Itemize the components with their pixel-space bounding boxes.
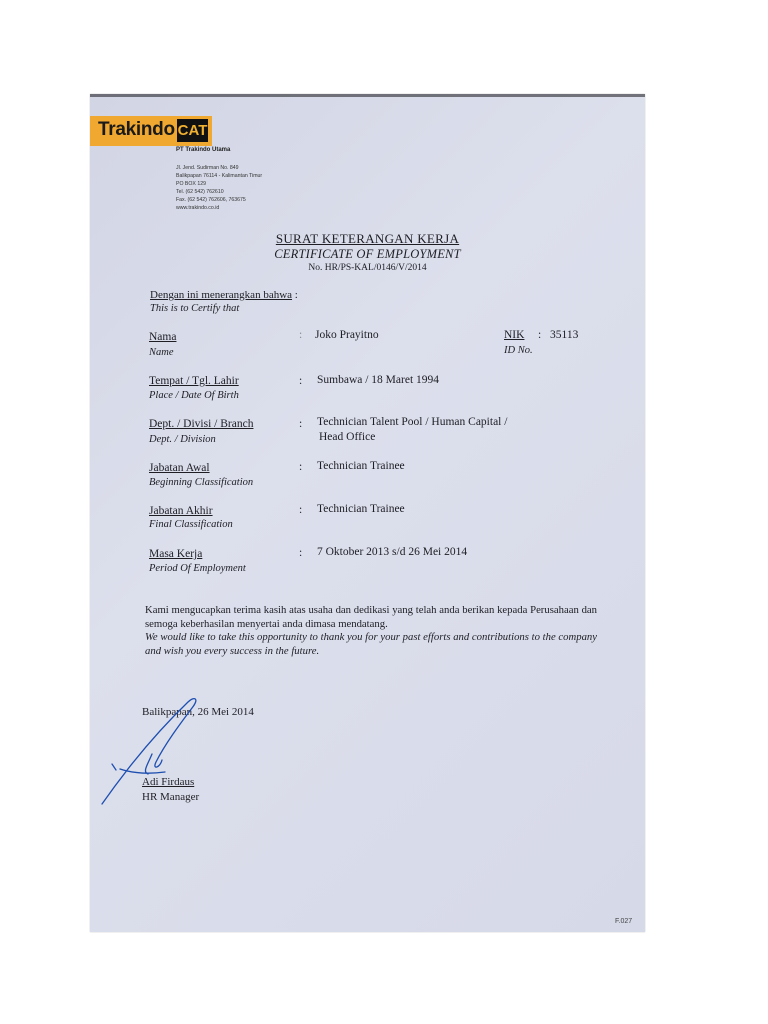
initial-position-label: Jabatan Awal [149, 462, 210, 474]
name-colon: : [299, 329, 303, 341]
dept-sub-label: Dept. / Division [149, 434, 216, 445]
name-sub-label: Name [149, 347, 174, 358]
initial-position-colon: : [299, 461, 303, 473]
intro-colon: : [292, 289, 298, 301]
final-position-label: Jabatan Akhir [149, 505, 213, 517]
dept-label: Dept. / Divisi / Branch [149, 418, 254, 430]
nik-sub-label: ID No. [504, 345, 533, 356]
intro-id [150, 289, 298, 301]
intro-id-text: Dengan ini menerangkan bahwa [150, 289, 293, 301]
initial-position-value: Technician Trainee [317, 460, 405, 472]
document-title-en: CERTIFICATE OF EMPLOYMENT [274, 247, 461, 261]
birth-label: Tempat / Tgl. Lahir [149, 375, 239, 387]
address-line: Jl. Jend. Sudirman No. 849 [176, 165, 239, 171]
closing-paragraph-en: We would like to take this opportunity to thank you for your past efforts and contributions to the company and wish you every success in the future. [145, 631, 597, 657]
nik-label: NIK [504, 329, 525, 341]
address-line: PO BOX 129 [176, 181, 206, 187]
cat-badge-icon: CAT [177, 119, 208, 142]
initial-position-sub-label: Beginning Classification [149, 477, 254, 488]
period-sub-label: Period Of Employment [149, 563, 246, 574]
intro-en: This is to Certify that [150, 303, 240, 314]
period-label: Masa Kerja [149, 548, 203, 560]
birth-colon: : [299, 375, 303, 387]
nik-colon: : [538, 329, 542, 341]
final-position-colon: : [299, 504, 303, 516]
dept-value-line2: Head Office [319, 431, 376, 443]
address-line: www.trakindo.co.id [176, 205, 220, 211]
company-address [176, 164, 262, 212]
signatory-name: Adi Firdaus [142, 776, 195, 788]
company-name: PT Trakindo Utama [176, 147, 231, 153]
form-code: F.027 [615, 918, 633, 925]
dept-colon: : [299, 418, 303, 430]
signatory-title: HR Manager [142, 791, 200, 803]
address-line: Tel. (62 542) 762610 [176, 189, 224, 195]
address-line: Balikpapan 76114 - Kalimantan Timur [176, 173, 263, 179]
place-date: Balikpapan, 26 Mei 2014 [142, 706, 254, 718]
name-value: Joko Prayitno [315, 329, 379, 341]
company-logo [90, 116, 212, 146]
birth-value: Sumbawa / 18 Maret 1994 [317, 374, 440, 386]
period-colon: : [299, 547, 303, 559]
final-position-sub-label: Final Classification [149, 519, 233, 530]
period-value: 7 Oktober 2013 s/d 26 Mei 2014 [317, 546, 468, 558]
logo-text: Trakindo [98, 119, 175, 140]
closing-paragraph-id: Kami mengucapkan terima kasih atas usaha dan dedikasi yang telah anda berikan kepada Perusahaan dan semoga keberhasilan menyertai anda dimasa mendatang. [145, 604, 597, 630]
certificate-page [90, 94, 645, 932]
birth-sub-label: Place / Date Of Birth [149, 390, 239, 401]
document-title-id: SURAT KETERANGAN KERJA [275, 231, 460, 246]
document-number: No. HR/PS-KAL/0146/V/2014 [308, 263, 427, 273]
address-line: Fax. (62 542) 762606, 763675 [176, 197, 246, 203]
nik-value: 35113 [550, 329, 579, 341]
name-label: Nama [149, 331, 177, 343]
dept-value: Technician Talent Pool / Human Capital / [317, 416, 508, 428]
final-position-value: Technician Trainee [317, 503, 405, 515]
